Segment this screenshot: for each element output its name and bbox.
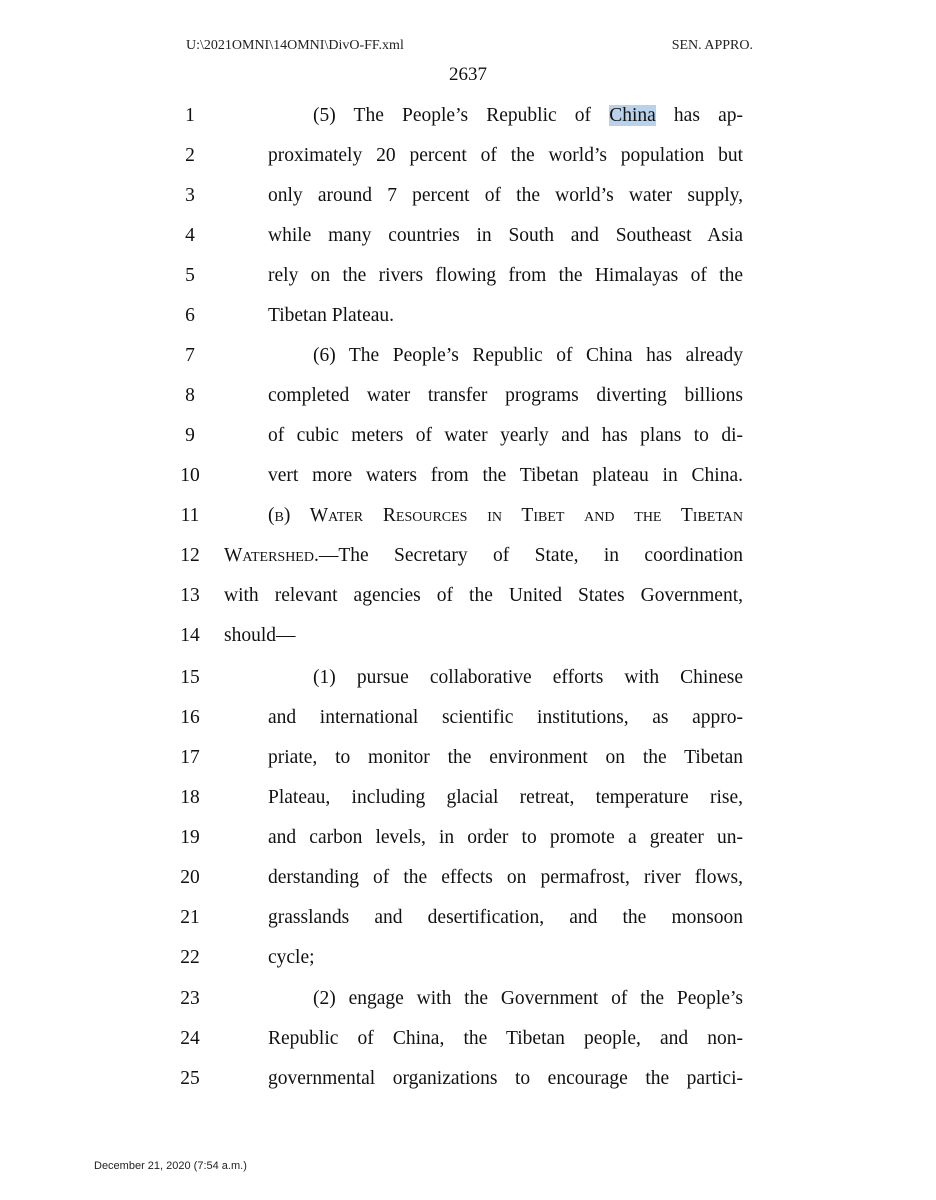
line-number: 25 <box>180 1068 200 1089</box>
line-number: 18 <box>180 787 200 808</box>
line-number: 10 <box>180 465 200 486</box>
line-number: 11 <box>180 505 200 526</box>
section-heading: (b) Water Resources in Tibet and the Tibetan <box>268 505 743 526</box>
line-number: 21 <box>180 907 200 928</box>
line-text: cycle; <box>268 947 315 968</box>
line-text: vert more waters from the Tibetan plateau in China. <box>268 465 743 486</box>
line-number: 6 <box>185 305 195 326</box>
line-number: 5 <box>185 265 195 286</box>
line-text: while many countries in South and Southeast Asia <box>268 225 743 246</box>
line-text: (2) engage with the Government of the People’s <box>313 988 743 1009</box>
line-number: 1 <box>185 105 195 126</box>
line-text: governmental organizations to encourage the partici- <box>268 1068 743 1089</box>
line-text: derstanding of the effects on permafrost, river flows, <box>268 867 743 888</box>
line-number: 12 <box>180 545 200 566</box>
line-number: 7 <box>185 345 195 366</box>
line-text: rely on the rivers flowing from the Himalayas of the <box>268 265 743 286</box>
line-text: Republic of China, the Tibetan people, and non- <box>268 1028 743 1049</box>
line-number: 16 <box>180 707 200 728</box>
line-text: and carbon levels, in order to promote a greater un- <box>268 827 743 848</box>
line-text: proximately 20 percent of the world’s population but <box>268 145 743 166</box>
line-number: 13 <box>180 585 200 606</box>
line-number: 15 <box>180 667 200 688</box>
line-text: of cubic meters of water yearly and has plans to di- <box>268 425 743 446</box>
line-text: Tibetan Plateau. <box>268 305 395 326</box>
line-text: (6) The People’s Republic of China has already <box>313 345 743 366</box>
line-text: Plateau, including glacial retreat, temperature rise, <box>268 787 743 808</box>
line-number: 23 <box>180 988 200 1009</box>
line-text: Watershed.—The Secretary of State, in coordination <box>224 545 743 566</box>
line-number: 22 <box>180 947 200 968</box>
page-number: 2637 <box>449 64 487 85</box>
section-heading: Watershed. <box>224 545 319 566</box>
line-text: and international scientific institutions, as appro- <box>268 707 743 728</box>
line-text: completed water transfer programs diverting billions <box>268 385 743 406</box>
line-number: 20 <box>180 867 200 888</box>
file-path-header: U:\2021OMNI\14OMNI\DivO-FF.xml <box>186 38 404 53</box>
line-number: 24 <box>180 1028 200 1049</box>
line-text: grasslands and desertification, and the monsoon <box>268 907 743 928</box>
line-number: 4 <box>185 225 195 246</box>
line-text: (1) pursue collaborative efforts with Chinese <box>313 667 743 688</box>
line-number: 3 <box>185 185 195 206</box>
committee-header: SEN. APPRO. <box>671 38 753 53</box>
line-text: only around 7 percent of the world’s water supply, <box>268 185 743 206</box>
search-highlight: China <box>609 105 656 126</box>
line-number: 9 <box>185 425 195 446</box>
line-text: with relevant agencies of the United States Government, <box>224 585 743 606</box>
line-number: 17 <box>180 747 200 768</box>
line-text: priate, to monitor the environment on the Tibetan <box>268 747 743 768</box>
line-text: (5) The People’s Republic of China has ap- <box>313 105 743 126</box>
line-number: 14 <box>180 625 200 646</box>
line-number: 19 <box>180 827 200 848</box>
line-number: 8 <box>185 385 195 406</box>
line-number: 2 <box>185 145 195 166</box>
line-text: should— <box>224 625 296 646</box>
footer-timestamp: December 21, 2020 (7:54 a.m.) <box>94 1160 247 1172</box>
